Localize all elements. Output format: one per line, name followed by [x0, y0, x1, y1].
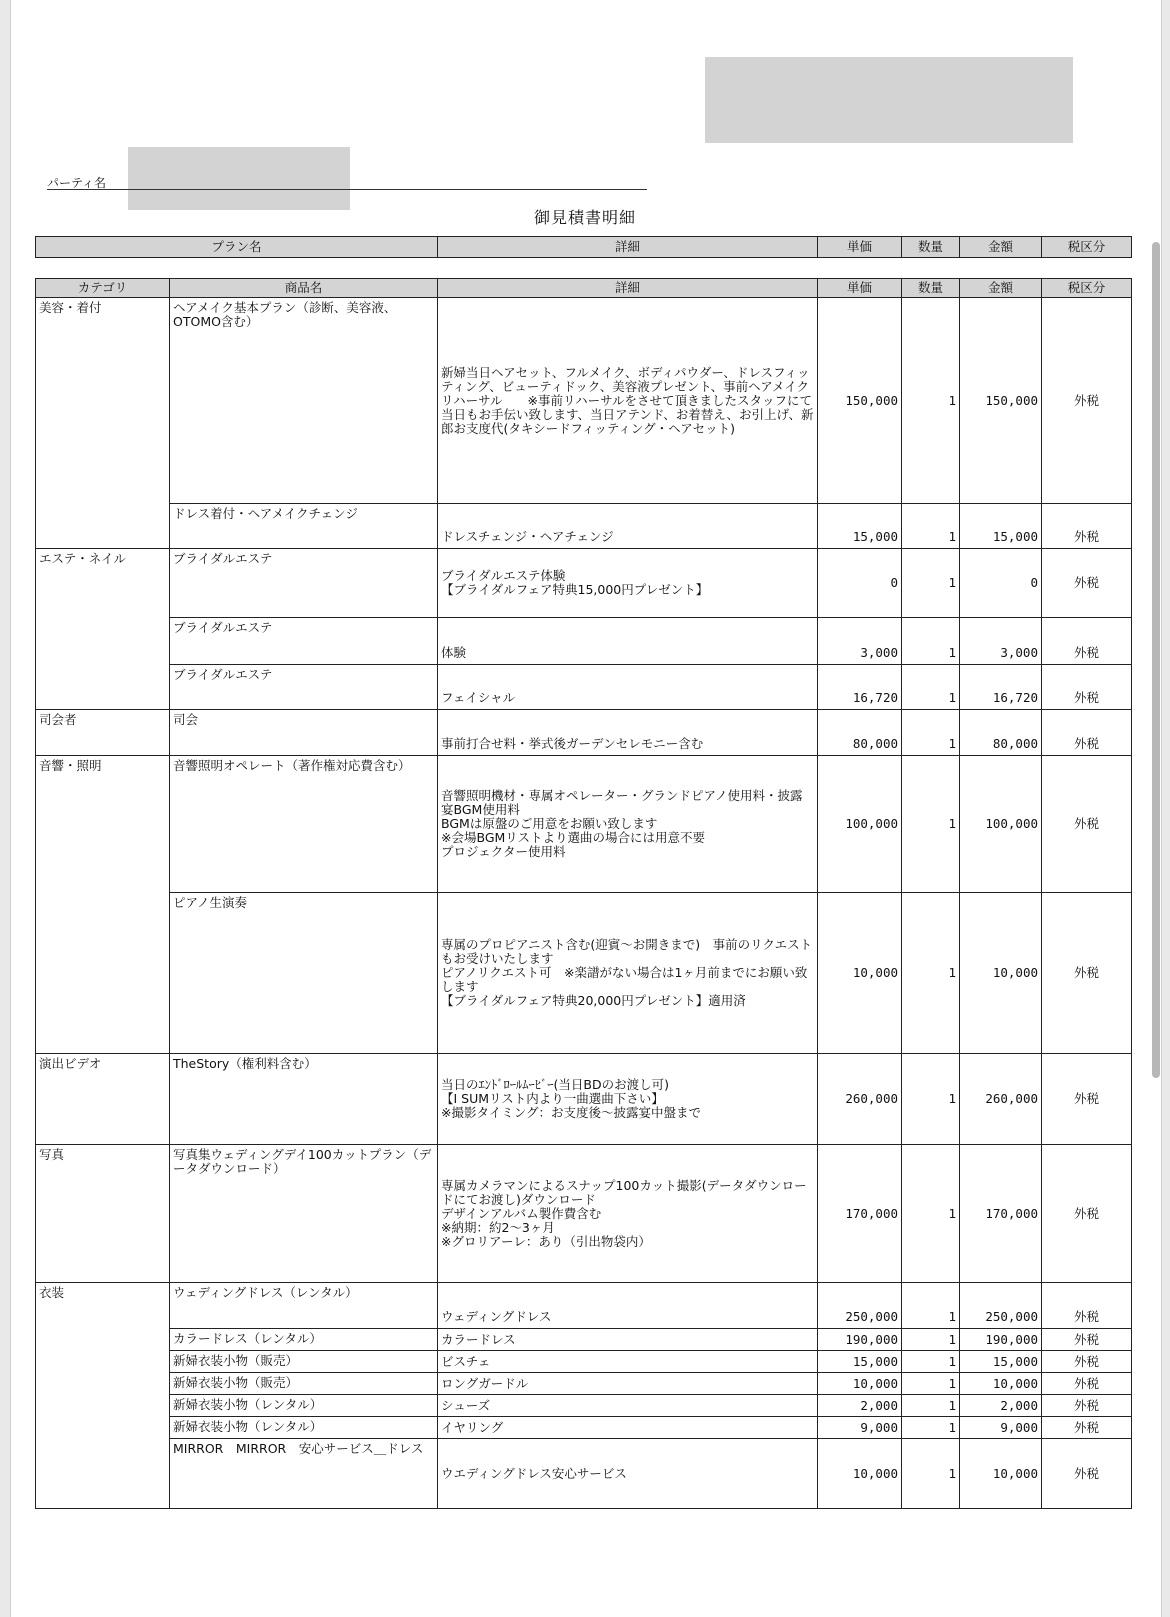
col-product-name: 商品名	[170, 279, 438, 298]
tax-cell: 外税	[1042, 893, 1132, 1054]
quantity-cell: 1	[902, 1283, 960, 1329]
category-cell: エステ・ネイル	[36, 549, 170, 710]
product-name-cell: 写真集ウェディングデイ100カットプラン（データダウンロード）	[170, 1145, 438, 1283]
unit-price-cell: 9,000	[818, 1417, 902, 1439]
product-name-cell: 音響照明オペレート（著作権対応費含む）	[170, 756, 438, 893]
product-name-cell: ウェディングドレス（レンタル）	[170, 1283, 438, 1329]
quantity-cell: 1	[902, 298, 960, 504]
unit-price-cell: 3,000	[818, 618, 902, 665]
col-category: カテゴリ	[36, 279, 170, 298]
plan-col-tax: 税区分	[1042, 237, 1132, 258]
product-name-cell: 新婦衣装小物（レンタル）	[170, 1395, 438, 1417]
unit-price-cell: 0	[818, 549, 902, 618]
items-table-header	[36, 279, 1132, 298]
product-name-cell: TheStory（権利料含む）	[170, 1054, 438, 1145]
plan-table	[35, 236, 1132, 258]
table-row	[36, 710, 1132, 756]
table-row	[36, 504, 1132, 549]
detail-cell: 体験	[438, 618, 818, 665]
table-row	[36, 618, 1132, 665]
detail-cell: ビスチェ	[438, 1351, 818, 1373]
detail-cell: シューズ	[438, 1395, 818, 1417]
table-row	[36, 893, 1132, 1054]
tax-cell: 外税	[1042, 1395, 1132, 1417]
party-name-underline	[47, 189, 647, 190]
unit-price-cell: 150,000	[818, 298, 902, 504]
plan-table-header	[36, 237, 1132, 258]
table-row	[36, 1439, 1132, 1509]
col-tax: 税区分	[1042, 279, 1132, 298]
tax-cell: 外税	[1042, 1417, 1132, 1439]
quantity-cell: 1	[902, 665, 960, 710]
tax-cell: 外税	[1042, 1145, 1132, 1283]
tax-cell: 外税	[1042, 665, 1132, 710]
redacted-party-name	[128, 147, 350, 210]
amount-cell: 3,000	[960, 618, 1042, 665]
col-unit-price: 単価	[818, 279, 902, 298]
tax-cell: 外税	[1042, 1373, 1132, 1395]
detail-cell: ドレスチェンジ・ヘアチェンジ	[438, 504, 818, 549]
product-name-cell: ヘアメイク基本プラン（診断、美容液、OTOMO含む）	[170, 298, 438, 504]
category-cell: 演出ビデオ	[36, 1054, 170, 1145]
unit-price-cell: 190,000	[818, 1329, 902, 1351]
detail-cell: 新婦当日ヘアセット、フルメイク、ボディパウダー、ドレスフィッティング、ビューティドック、美容液プレゼント、事前ヘアメイクリハーサル ※事前リハーサルをさせて頂きましたスタッフにて当日もお手伝い致します、当日アテンド、お着替え、お引上げ、新郎お支度代(タキシードフィッティング・ヘアセット)	[438, 298, 818, 504]
items-table	[35, 278, 1132, 1509]
table-row	[36, 1054, 1132, 1145]
quantity-cell: 1	[902, 1417, 960, 1439]
table-row	[36, 756, 1132, 893]
table-row	[36, 1329, 1132, 1351]
detail-cell: 事前打合せ料・挙式後ガーデンセレモニー含む	[438, 710, 818, 756]
quantity-cell: 1	[902, 1329, 960, 1351]
table-row	[36, 1283, 1132, 1329]
detail-cell: 当日のｴﾝﾄﾞﾛｰﾙﾑｰﾋﾞｰ(当日BDのお渡し可) 【I SUMリスト内より一曲選曲下さい】 ※撮影タイミング：お支度後～披露宴中盤まで	[438, 1054, 818, 1145]
product-name-cell: ピアノ生演奏	[170, 893, 438, 1054]
tax-cell: 外税	[1042, 1283, 1132, 1329]
amount-cell: 10,000	[960, 1373, 1042, 1395]
product-name-cell: 新婦衣装小物（レンタル）	[170, 1417, 438, 1439]
quantity-cell: 1	[902, 504, 960, 549]
unit-price-cell: 100,000	[818, 756, 902, 893]
tax-cell: 外税	[1042, 298, 1132, 504]
quantity-cell: 1	[902, 893, 960, 1054]
plan-col-detail: 詳細	[438, 237, 818, 258]
quantity-cell: 1	[902, 756, 960, 893]
quantity-cell: 1	[902, 1395, 960, 1417]
unit-price-cell: 260,000	[818, 1054, 902, 1145]
detail-cell: カラードレス	[438, 1329, 818, 1351]
category-cell: 衣装	[36, 1283, 170, 1509]
tax-cell: 外税	[1042, 1329, 1132, 1351]
amount-cell: 10,000	[960, 1439, 1042, 1509]
unit-price-cell: 15,000	[818, 1351, 902, 1373]
quantity-cell: 1	[902, 1439, 960, 1509]
unit-price-cell: 15,000	[818, 504, 902, 549]
tax-cell: 外税	[1042, 756, 1132, 893]
quantity-cell: 1	[902, 1054, 960, 1145]
table-row	[36, 1373, 1132, 1395]
detail-cell: ブライダルエステ体験 【ブライダルフェア特典15,000円プレゼント】	[438, 549, 818, 618]
product-name-cell: 新婦衣装小物（販売）	[170, 1351, 438, 1373]
product-name-cell: ドレス着付・ヘアメイクチェンジ	[170, 504, 438, 549]
party-name-label: パーティ名	[47, 176, 107, 190]
quantity-cell: 1	[902, 618, 960, 665]
amount-cell: 260,000	[960, 1054, 1042, 1145]
tax-cell: 外税	[1042, 504, 1132, 549]
unit-price-cell: 170,000	[818, 1145, 902, 1283]
plan-col-plan-name: プラン名	[36, 237, 438, 258]
col-detail: 詳細	[438, 279, 818, 298]
scrollbar-thumb[interactable]	[1152, 242, 1160, 1078]
table-row	[36, 1351, 1132, 1373]
unit-price-cell: 80,000	[818, 710, 902, 756]
table-row	[36, 1395, 1132, 1417]
table-row	[36, 665, 1132, 710]
amount-cell: 190,000	[960, 1329, 1042, 1351]
product-name-cell: MIRROR MIRROR 安心サービス＿ドレス	[170, 1439, 438, 1509]
product-name-cell: 新婦衣装小物（販売）	[170, 1373, 438, 1395]
table-row	[36, 298, 1132, 504]
col-amount: 金額	[960, 279, 1042, 298]
unit-price-cell: 10,000	[818, 893, 902, 1054]
table-row	[36, 1145, 1132, 1283]
product-name-cell: ブライダルエステ	[170, 618, 438, 665]
detail-cell: 専属のプロピアニスト含む(迎賓～お開きまで) 事前のリクエストもお受けいたします ピアノリクエスト可 ※楽譜がない場合は1ヶ月前までにお願い致します 【ブライダルフェア特典20,000円プレゼント】適用済	[438, 893, 818, 1054]
unit-price-cell: 10,000	[818, 1373, 902, 1395]
tax-cell: 外税	[1042, 1439, 1132, 1509]
unit-price-cell: 250,000	[818, 1283, 902, 1329]
plan-col-unit-price: 単価	[818, 237, 902, 258]
tax-cell: 外税	[1042, 549, 1132, 618]
tax-cell: 外税	[1042, 1054, 1132, 1145]
product-name-cell: ブライダルエステ	[170, 549, 438, 618]
quantity-cell: 1	[902, 1145, 960, 1283]
amount-cell: 100,000	[960, 756, 1042, 893]
document-title: 御見積書明細	[533, 208, 636, 227]
table-row	[36, 549, 1132, 618]
amount-cell: 15,000	[960, 1351, 1042, 1373]
category-cell: 美容・着付	[36, 298, 170, 549]
plan-col-amount: 金額	[960, 237, 1042, 258]
detail-cell: 専属カメラマンによるスナップ100カット撮影(データダウンロードにてお渡し)ダウンロード デザインアルバム製作費含む ※納期：約2～3ヶ月 ※グロリアーレ：あり（引出物袋内）	[438, 1145, 818, 1283]
tax-cell: 外税	[1042, 1351, 1132, 1373]
detail-cell: ウェディングドレス	[438, 1283, 818, 1329]
quantity-cell: 1	[902, 710, 960, 756]
amount-cell: 170,000	[960, 1145, 1042, 1283]
product-name-cell: カラードレス（レンタル）	[170, 1329, 438, 1351]
amount-cell: 9,000	[960, 1417, 1042, 1439]
detail-cell: ロングガードル	[438, 1373, 818, 1395]
table-row	[36, 1417, 1132, 1439]
unit-price-cell: 10,000	[818, 1439, 902, 1509]
tax-cell: 外税	[1042, 618, 1132, 665]
category-cell: 写真	[36, 1145, 170, 1283]
amount-cell: 10,000	[960, 893, 1042, 1054]
amount-cell: 16,720	[960, 665, 1042, 710]
category-cell: 音響・照明	[36, 756, 170, 1054]
amount-cell: 0	[960, 549, 1042, 618]
category-cell: 司会者	[36, 710, 170, 756]
col-quantity: 数量	[902, 279, 960, 298]
amount-cell: 15,000	[960, 504, 1042, 549]
amount-cell: 2,000	[960, 1395, 1042, 1417]
amount-cell: 250,000	[960, 1283, 1042, 1329]
detail-cell: 音響照明機材・専属オペレーター・グランドピアノ使用料・披露宴BGM使用料 BGMは原盤のご用意をお願い致します ※会場BGMリストより選曲の場合には用意不要 プロジェクター使用料	[438, 756, 818, 893]
detail-cell: イヤリング	[438, 1417, 818, 1439]
detail-cell: フェイシャル	[438, 665, 818, 710]
product-name-cell: ブライダルエステ	[170, 665, 438, 710]
redacted-block	[705, 57, 1073, 143]
plan-col-quantity: 数量	[902, 237, 960, 258]
quantity-cell: 1	[902, 1373, 960, 1395]
unit-price-cell: 16,720	[818, 665, 902, 710]
quantity-cell: 1	[902, 549, 960, 618]
unit-price-cell: 2,000	[818, 1395, 902, 1417]
amount-cell: 150,000	[960, 298, 1042, 504]
quantity-cell: 1	[902, 1351, 960, 1373]
amount-cell: 80,000	[960, 710, 1042, 756]
product-name-cell: 司会	[170, 710, 438, 756]
detail-cell: ウエディングドレス安心サービス	[438, 1439, 818, 1509]
tax-cell: 外税	[1042, 710, 1132, 756]
